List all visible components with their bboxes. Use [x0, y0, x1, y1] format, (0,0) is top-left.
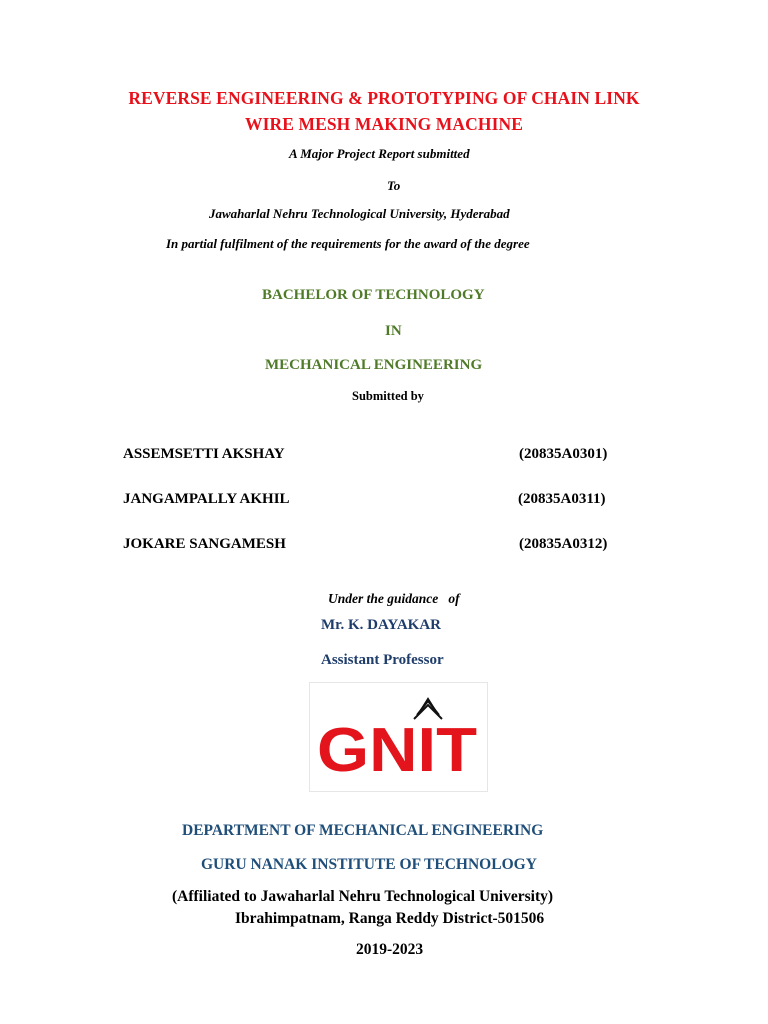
academic-years: 2019-2023 [356, 941, 424, 958]
guidance-label: Under the guidance of [328, 591, 460, 606]
student-roll: (20835A0301) [519, 446, 608, 462]
guide-designation: Assistant Professor [321, 652, 444, 668]
report-submitted-text: A Major Project Report submitted [289, 146, 470, 161]
student-name: JOKARE SANGAMESH [123, 536, 286, 552]
to-text: To [387, 178, 401, 193]
gnit-logo [309, 682, 488, 792]
gnit-logo-graphic [310, 683, 487, 791]
gnit-logo-text: GNIT [317, 716, 478, 785]
report-title-line-2: WIRE MESH MAKING MACHINE [244, 114, 524, 134]
student-name: JANGAMPALLY AKHIL [123, 491, 290, 507]
institute-name: GURU NANAK INSTITUTE OF TECHNOLOGY [201, 856, 537, 873]
report-title-line-1: REVERSE ENGINEERING & PROTOTYPING OF CHAIN LINK [128, 88, 640, 108]
guide-name: Mr. K. DAYAKAR [321, 617, 442, 633]
department-name: DEPARTMENT OF MECHANICAL ENGINEERING [182, 822, 544, 839]
affiliation-text: (Affiliated to Jawaharlal Nehru Technological University) [172, 888, 554, 905]
degree-branch: MECHANICAL ENGINEERING [265, 357, 483, 373]
student-roll: (20835A0311) [518, 491, 606, 507]
student-roll: (20835A0312) [519, 536, 608, 552]
partial-fulfilment-text: In partial fulfilment of the requirements for the award of the degree [166, 236, 530, 251]
university-text: Jawaharlal Nehru Technological University, Hyderabad [209, 206, 510, 221]
address-text: Ibrahimpatnam, Ranga Reddy District-501506 [235, 910, 545, 927]
submitted-by-label: Submitted by [352, 389, 424, 403]
degree-in: IN [385, 323, 402, 339]
student-name: ASSEMSETTI AKSHAY [123, 446, 285, 462]
degree-name: BACHELOR OF TECHNOLOGY [262, 287, 485, 303]
